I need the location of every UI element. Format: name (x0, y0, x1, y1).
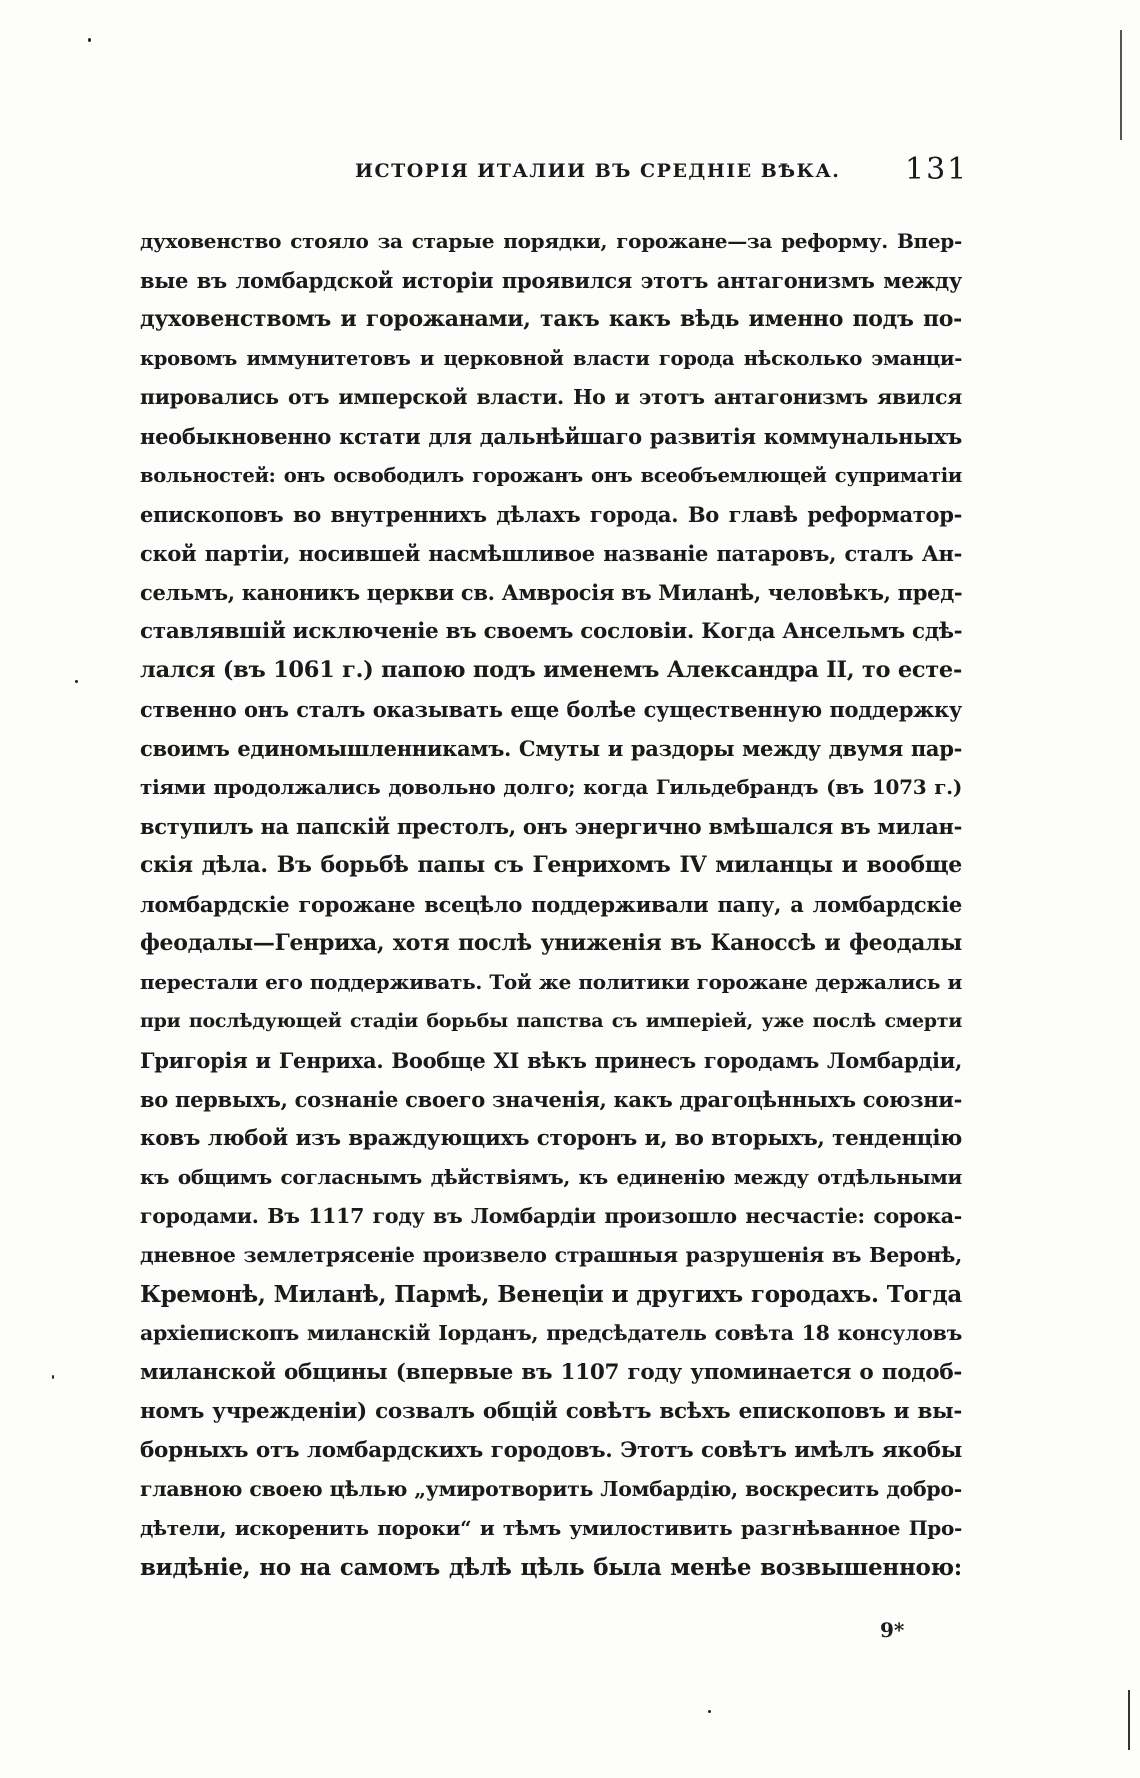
text-line: необыкновенно кстати для дальнѣйшаго развитія коммунальныхъ (140, 424, 962, 449)
text-line: вольностей: онъ освободилъ горожанъ онъ всеобъемлющей суприматіи (140, 464, 962, 487)
text-line: миланской общины (впервые въ 1107 году упоминается о подоб- (140, 1360, 962, 1385)
text-line: вые въ ломбардской исторіи проявился этотъ антагонизмъ между (140, 268, 962, 293)
text-line: своимъ единомышленникамъ. Смуты и раздоры между двумя пар- (140, 736, 962, 761)
text-line: ломбардскіе горожане всецѣло поддерживали папу, а ломбардскіе (140, 892, 962, 917)
paper-speck (88, 38, 91, 42)
running-title: ИСТОРІЯ ИТАЛИИ ВЪ СРЕДНІЕ ВѢКА. (355, 160, 841, 182)
text-line: Григорія и Генриха. Вообще XI вѣкъ принесъ городамъ Ломбардіи, (140, 1048, 962, 1073)
text-line: пировались отъ имперской власти. Но и этотъ антагонизмъ явился (140, 385, 962, 409)
paper-speck (52, 1375, 54, 1379)
text-line: ставлявшій исключеніе въ своемъ сословіи. Когда Ансельмъ сдѣ- (140, 619, 962, 644)
text-line: духовенство стояло за старые порядки, горожане—за реформу. Впер- (140, 229, 962, 253)
text-line: дневное землетрясеніе произвело страшныя разрушенія въ Веронѣ, (140, 1243, 962, 1267)
page-number: 131 (905, 152, 969, 187)
text-line: городами. Въ 1117 году въ Ломбардіи произошло несчастіе: сорока- (140, 1204, 962, 1228)
text-line: во первыхъ, сознаніе своего значенія, какъ драгоцѣнныхъ союзни- (140, 1087, 962, 1112)
text-line: вступилъ на папскій престолъ, онъ энергично вмѣшался въ милан- (140, 814, 962, 839)
text-line: сельмъ, каноникъ церкви св. Амвросія въ Миланѣ, человѣкъ, пред- (140, 580, 962, 605)
text-line: архіепископъ миланскій Іорданъ, предсѣдатель совѣта 18 консуловъ (140, 1321, 962, 1345)
text-line: ственно онъ сталъ оказывать еще болѣе существенную поддержку (140, 697, 962, 722)
paper-speck (75, 680, 78, 683)
body-text (140, 222, 962, 1587)
text-line: тіями продолжались довольно долго; когда Гильдебрандъ (въ 1073 г.) (140, 775, 962, 799)
text-line: скія дѣла. Въ борьбѣ папы съ Генрихомъ IV миланцы и вообще (140, 852, 962, 878)
text-line: главною своею цѣлью „умиротворить Ломбардію, воскресить добро- (140, 1477, 962, 1501)
text-line: кровомъ иммунитетовъ и церковной власти города нѣсколько эманци- (140, 347, 962, 370)
text-line: феодалы—Генриха, хотя послѣ униженія въ Каноссѣ и феодалы (140, 930, 962, 956)
page-edge-shadow (1120, 30, 1122, 140)
text-line: ской партіи, носившей насмѣшливое названіе патаровъ, сталъ Ан- (140, 541, 962, 566)
page-edge-shadow-bottom (1128, 1690, 1130, 1750)
text-line: борныхъ отъ ломбардскихъ городовъ. Этотъ совѣтъ имѣлъ якобы (140, 1438, 962, 1463)
text-line: лался (въ 1061 г.) папою подъ именемъ Александра II, то есте- (140, 657, 962, 683)
text-line: Кремонѣ, Миланѣ, Пармѣ, Венеціи и другихъ городахъ. Тогда (140, 1281, 962, 1308)
paper-speck (708, 1710, 711, 1713)
text-line: дѣтели, искоренить пороки“ и тѣмъ умилостивить разгнѣванное Про- (140, 1516, 962, 1540)
text-line: видѣніе, но на самомъ дѣлѣ цѣль была менѣе возвышенною: (140, 1554, 962, 1581)
text-line: перестали его поддерживать. Той же политики горожане держались и (140, 970, 962, 994)
signature-mark: 9* (880, 1618, 905, 1642)
text-line: духовенствомъ и горожанами, такъ какъ вѣдь именно подъ по- (140, 306, 962, 332)
text-line: ковъ любой изъ враждующихъ сторонъ и, во вторыхъ, тенденцію (140, 1126, 962, 1151)
text-line: къ общимъ согласнымъ дѣйствіямъ, къ единенію между отдѣльными (140, 1165, 962, 1189)
text-line: при послѣдующей стадіи борьбы папства съ имперіей, уже послѣ смерти (140, 1010, 962, 1032)
text-line: номъ учрежденіи) созвалъ общій совѣтъ всѣхъ епископовъ и вы- (140, 1399, 962, 1424)
text-line: епископовъ во внутреннихъ дѣлахъ города. Во главѣ реформатор- (140, 502, 962, 527)
